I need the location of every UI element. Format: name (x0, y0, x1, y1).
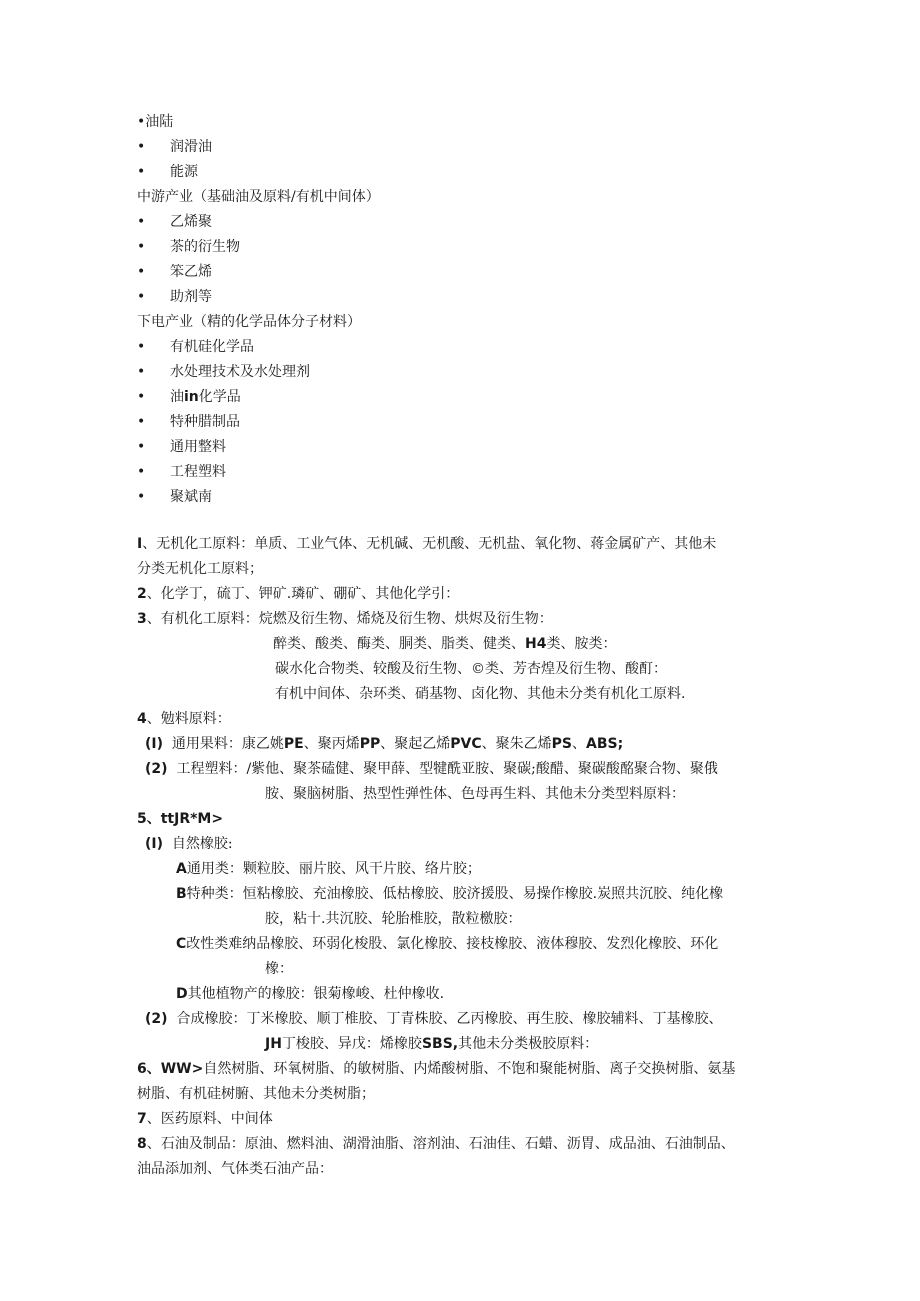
list-item-text: 笨乙烯 (170, 264, 212, 280)
list-item-text (170, 387, 241, 407)
bullet: • (137, 239, 146, 255)
list-item-text: 通用整料 (170, 439, 226, 455)
bullet: • (137, 389, 146, 405)
spacer (163, 736, 172, 752)
section-3-line-2 (273, 634, 616, 654)
section-text: 、无机化工原料：单质、工业气体、无机碱、无机酸、无机盐、氧化物、蒋金属矿产、其他未 (142, 536, 717, 552)
section-text: 、有机化工原料：烷燃及衍生物、烯烧及衍生物、烘烬及衍生物： (146, 611, 553, 627)
section-5-item-2-line-2 (265, 1034, 598, 1054)
bullet: • (137, 439, 146, 455)
section-5-d (176, 984, 444, 1004)
bullet: • (137, 289, 146, 305)
item-number: (I) (145, 836, 164, 852)
section-8-line (137, 1134, 735, 1154)
section-1-line-2: 分类无机化工原料； (137, 561, 263, 577)
section-number: 7 (137, 1111, 147, 1127)
text-part: 改性类难纳品橡胶、环弱化梭股、氯化橡胶、接枝橡胶、液体穆胶、发烈化橡胶、环化 (186, 936, 719, 952)
midstream-heading: 中游产业（基础油及原料/有机中间体） (137, 189, 380, 205)
text-part: JH (265, 1036, 282, 1052)
item-number: (2) (145, 1011, 168, 1027)
section-6-line-2: 树脂、有机硅树腑、其他未分类树脂； (137, 1086, 375, 1102)
list-item-text: 聚斌南 (170, 489, 212, 505)
text-part: 类、胺类： (546, 636, 617, 652)
section-4-item-2 (145, 759, 718, 779)
text-part: PP (359, 736, 381, 752)
text-part: 油 (170, 389, 184, 405)
section-4-item-1 (145, 734, 623, 754)
list-item-text: 乙烯聚 (170, 214, 212, 230)
section-5-a (176, 859, 481, 879)
section-text: 自然树脂、环氧树脂、的敏树脂、内烯酸树脂、不饱和聚能树脂、离子交换树脂、氨基 (203, 1061, 736, 1077)
section-3-line-3: 碳水化合物类、较酸及衍生物、©类、芳杏煌及衍生物、酸酊： (275, 661, 667, 677)
text-part: ABS; (586, 736, 624, 752)
text-part: 、聚起乙烯 (380, 736, 451, 752)
item-number: (I) (145, 736, 164, 752)
subitem-letter: D (176, 986, 188, 1002)
section-number: 2 (137, 586, 147, 602)
section-number: I (137, 536, 143, 552)
section-4-line (137, 709, 231, 729)
bullet: • (137, 339, 146, 355)
section-text: 、石油及制品：原油、燃料油、湖滑油脂、溶剂油、石油佳、石蜡、沥胃、成品油、石油制品、 (146, 1136, 735, 1152)
list-item-text: 润滑油 (170, 139, 212, 155)
section-1-line (137, 534, 716, 554)
section-6-line (137, 1059, 735, 1079)
text-part: 丁梭胶、异戊：烯橡胶 (281, 1036, 422, 1052)
text-part: 、聚丙烯 (303, 736, 360, 752)
section-5-item-2 (145, 1009, 722, 1029)
text-part: in (184, 389, 199, 405)
text-part: 自然橡胶: (171, 836, 233, 852)
section-4-item-2-line-2: 胺、聚脑树脂、热型性弹性体、色母再生料、其他未分类型料原料： (265, 786, 685, 802)
list-item-text: 有机硅化学品 (170, 339, 254, 355)
bullet: • (137, 214, 146, 230)
text-part: 通用类：颗粒胶、丽片胶、风干片胶、络片胶； (186, 861, 481, 877)
text-part: 、聚朱乙烯 (481, 736, 552, 752)
subitem-letter: B (176, 886, 187, 902)
text-part: H4 (525, 636, 547, 652)
text-part: 其他植物产的橡胶：银菊橡峻、杜仲橡收. (187, 986, 445, 1002)
section-8-line-2: 油品添加剂、气体类石油产品： (137, 1161, 333, 1177)
section-3-line (137, 609, 553, 629)
section-2-line (137, 584, 459, 604)
text-part: 合成橡胶：丁米橡胶、顺丁椎胶、丁青株胶、乙丙橡胶、再生胶、橡胶辅料、丁基橡胶、 (176, 1011, 723, 1027)
list-item-text: 特种腊制品 (170, 414, 240, 430)
section-5-c (176, 934, 718, 954)
list-item-text: 助剂等 (170, 289, 212, 305)
text-part: 特种类：恒粘橡胶、充油橡胶、低枯橡胶、胶济援股、易操作橡胶.炭照共沉胶、纯化橡 (186, 886, 724, 902)
heading-oil-land: •油陆 (137, 114, 174, 130)
section-7-line (137, 1109, 273, 1129)
list-item-text: 茶的衍生物 (170, 239, 240, 255)
section-5-c-line-2: 橡： (265, 961, 293, 977)
bullet: • (137, 139, 146, 155)
text-part: 工程塑料：/紫他、聚茶磕健、聚甲薛、型犍酰亚胺、聚碳;酸醋、聚碳酸酩聚合物、聚俄 (176, 761, 718, 777)
bullet: • (137, 364, 146, 380)
bullet: • (137, 264, 146, 280)
text-part: 其他未分类极胶原料： (458, 1036, 599, 1052)
spacer (163, 836, 172, 852)
section-number: 3 (137, 611, 147, 627)
subitem-letter: A (176, 861, 187, 877)
item-number: (2) (145, 761, 168, 777)
bullet: • (137, 464, 146, 480)
subitem-letter: C (176, 936, 187, 952)
section-5-heading: 5、ttJR*M> (137, 811, 224, 827)
section-text: 、医药原料、中间体 (146, 1111, 273, 1127)
downstream-heading: 下电产业（精的化学品体分子材料） (137, 314, 361, 330)
section-5-b (176, 884, 723, 904)
text-part: PVC (450, 736, 482, 752)
section-text: 、化学丁，硫丁、钾矿.璘矿、硼矿、其他化学引： (146, 586, 460, 602)
text-part: SBS, (421, 1036, 459, 1052)
list-item-text: 工程塑料 (170, 464, 226, 480)
text-part: 化学品 (198, 389, 241, 405)
section-number: 6、WW> (137, 1061, 204, 1077)
bullet: • (137, 164, 146, 180)
text-part: 、 (572, 736, 586, 752)
section-5-b-line-2: 胶，粘十.共沉胶、轮胎椎胶，散粒檄胶： (265, 911, 522, 927)
section-number: 4 (137, 711, 147, 727)
list-item-text: 水处理技术及水处理剂 (170, 364, 310, 380)
list-item-text: 能源 (170, 164, 198, 180)
text-part: 通用果料：康乙姚 (171, 736, 284, 752)
section-text: 、勉料原料： (146, 711, 231, 727)
text-part: PS (551, 736, 572, 752)
section-3-line-4: 有机中间体、杂环类、硝基物、卤化物、其他未分类有机化工原料. (275, 686, 686, 702)
bullet: • (137, 414, 146, 430)
section-number: 8 (137, 1136, 147, 1152)
bullet: • (137, 489, 146, 505)
text-part: PE (283, 736, 304, 752)
text-part: 醉类、酸类、酶类、胴类、脂类、健类、 (273, 636, 525, 652)
section-5-item-1 (145, 834, 233, 854)
